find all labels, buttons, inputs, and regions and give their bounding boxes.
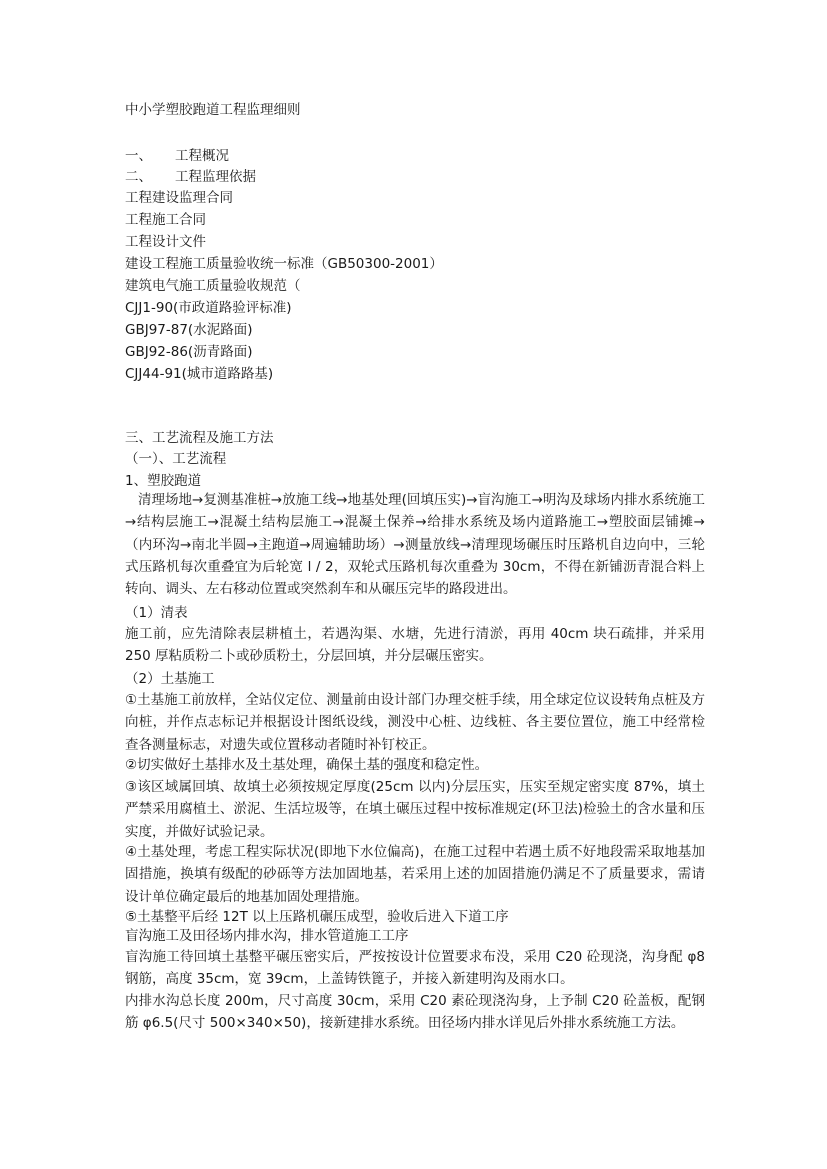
subsection-heading: （1）清表 bbox=[125, 605, 188, 621]
section-heading-1 bbox=[125, 145, 229, 167]
subsection-heading: （2）土基施工 bbox=[125, 671, 215, 687]
section-title: 工程监理依据 bbox=[175, 169, 256, 185]
section-title: 工程概况 bbox=[175, 148, 229, 164]
section-heading-2 bbox=[125, 166, 256, 188]
basis-item: 建筑电气施工质量验收规范（ bbox=[125, 278, 301, 294]
list-item: ①土基施工前放样，全站仪定位、测量前由设计部门办理交桩手续，用全球定位议设转角点桩及方向桩，并作点志标记并根据设计图纸设线，测没中心桩、边线桩、各主要位置位，施工中经常检查各测量标志，对遗失或位置移动者随时补钉校正。 bbox=[125, 692, 705, 753]
item-heading: 1、塑胶跑道 bbox=[125, 473, 202, 489]
document-title: 中小学塑胶跑道工程监理细则 bbox=[125, 102, 301, 118]
basis-item: GBJ92-86(沥青路面) bbox=[125, 344, 253, 360]
basis-item: CJJ1-90(市政道路验评标准) bbox=[125, 300, 292, 316]
basis-item: 工程建设监理合同 bbox=[125, 190, 233, 206]
subsection-heading: （一）、工艺流程 bbox=[125, 451, 227, 467]
section-number: 二、 bbox=[125, 169, 152, 185]
basis-item: 工程施工合同 bbox=[125, 212, 206, 228]
section-number: 一、 bbox=[125, 148, 152, 164]
list-item: ④土基处理，考虑工程实际状况(即地下水位偏高)，在施工过程中若遇土质不好地段需采取地基加固措施，换填有级配的砂砾等方法加固地基，若采用上述的加固措施仍满足不了质量要求，需请设计单位确定最后的地基加固处理措施。 bbox=[125, 844, 705, 905]
flow-paragraph: 清理场地→复测基准桩→放施工线→地基处理(回填压实)→盲沟施工→明沟及球场内排水系统施工→结构层施工→混凝土结构层施工→混凝土保养→给排水系统及场内道路施工→塑胶面层铺摊→（内环沟→南北半圆→主跑道→周遍辅助场）→测量放线→清理现场碾压时压路机自边向中，三轮式压路机每次重叠宜为后轮宽 l / 2，双轮式压路机每次重叠为 30cm，不得在新铺沥青混合料上转向、调头、左右移动位置或突然刹车和从碾压完毕的路段进出。 bbox=[125, 492, 705, 598]
basis-item: 工程设计文件 bbox=[125, 234, 206, 250]
paragraph: 内排水沟总长度 200m，尺寸高度 30cm，采用 C20 素砼现浇沟身，上予制 C20 砼盖板，配钢筋 φ6.5(尺寸 500×340×50)，接新建排水系统。田径场内排水详见后外排水系统施工方法。 bbox=[125, 993, 705, 1032]
paragraph: 盲沟施工待回填土基整平碾压密实后，严按按设计位置要求布没，采用 C20 砼现浇，沟身配 φ8 钢筋，高度 35cm，宽 39cm，上盖铸铁篦子，并接入新建明沟及雨水口。 bbox=[125, 949, 705, 988]
list-item: ⑤土基整平后经 12T 以上压路机碾压成型，验收后进入下道工序 bbox=[125, 909, 509, 925]
basis-item: GBJ97-87(水泥路面) bbox=[125, 322, 253, 338]
list-item: ③该区域属回填、故填土必须按规定厚度(25cm 以内)分层压实，压实至规定密实度 87%，填土严禁采用腐植土、淤泥、生活垃圾等，在填土碾压过程中按标准规定(环卫法)检验土的含水量和压实度，并做好试验记录。 bbox=[125, 779, 705, 840]
basis-item: 建设工程施工质量验收统一标准（GB50300-2001） bbox=[125, 256, 443, 272]
basis-item: CJJ44-91(城市道路路基) bbox=[125, 366, 274, 382]
paragraph: 施工前，应先清除表层耕植土，若遇沟渠、水塘，先进行清淤，再用 40cm 块石疏排，并采用 250 厚粘质粉二卜或砂质粉土，分层回填，并分层碾压密实。 bbox=[125, 626, 705, 665]
list-item: ②切实做好土基排水及土基处理，确保土基的强度和稳定性。 bbox=[125, 757, 489, 773]
paragraph-heading: 盲沟施工及田径场内排水沟，排水管道施工工序 bbox=[125, 928, 409, 944]
section-heading-3: 三、工艺流程及施工方法 bbox=[125, 430, 274, 446]
